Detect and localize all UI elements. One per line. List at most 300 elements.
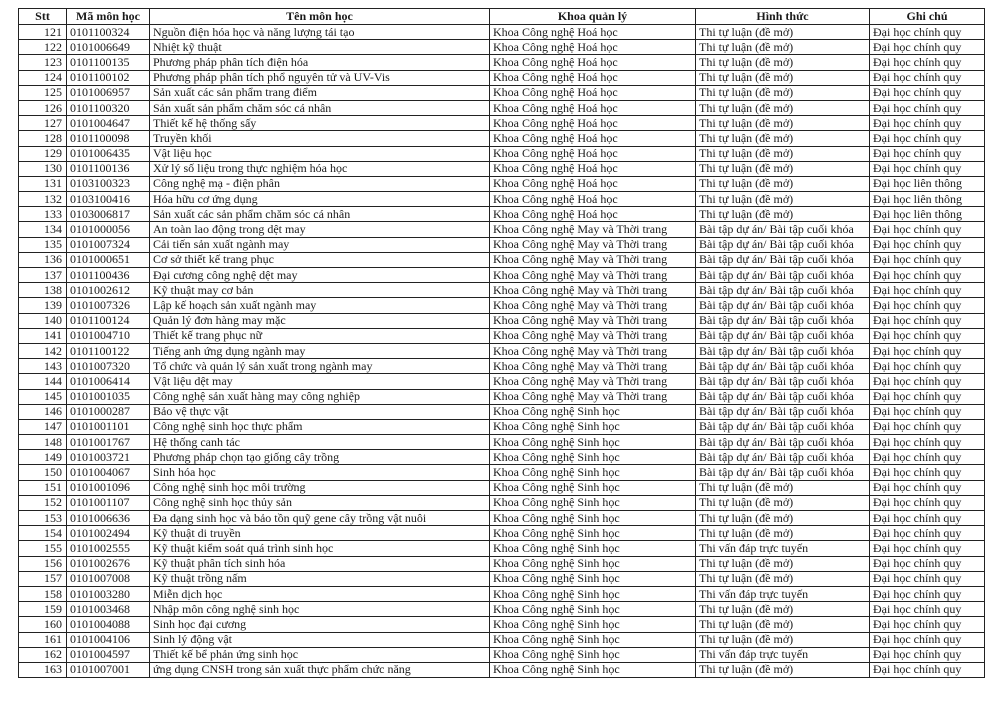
cell-note: Đại học chính quy bbox=[870, 404, 985, 419]
cell-course-code: 0101007320 bbox=[67, 359, 150, 374]
cell-course-code: 0101007326 bbox=[67, 298, 150, 313]
cell-course-name: Sản xuất các sản phẩm trang điểm bbox=[150, 85, 490, 100]
table-row bbox=[19, 374, 985, 389]
table-row bbox=[19, 480, 985, 495]
cell-stt: 122 bbox=[19, 40, 67, 55]
table-row bbox=[19, 602, 985, 617]
table-row bbox=[19, 313, 985, 328]
cell-course-name: Thiết kế trang phục nữ bbox=[150, 328, 490, 343]
cell-department: Khoa Công nghệ Sinh học bbox=[490, 541, 696, 556]
table-row bbox=[19, 465, 985, 480]
cell-exam-form: Bài tập dự án/ Bài tập cuối khóa bbox=[696, 313, 870, 328]
cell-course-name: Sinh học đại cương bbox=[150, 617, 490, 632]
cell-course-name: Phương pháp phân tích phổ nguyên tử và UV-Vis bbox=[150, 70, 490, 85]
cell-department: Khoa Công nghệ Hoá học bbox=[490, 100, 696, 115]
cell-note: Đại học chính quy bbox=[870, 252, 985, 267]
cell-course-code: 0101001101 bbox=[67, 419, 150, 434]
cell-exam-form: Thi tự luận (đề mở) bbox=[696, 192, 870, 207]
cell-exam-form: Thi tự luận (đề mở) bbox=[696, 161, 870, 176]
cell-stt: 158 bbox=[19, 586, 67, 601]
cell-course-code: 0101002555 bbox=[67, 541, 150, 556]
cell-department: Khoa Công nghệ Sinh học bbox=[490, 465, 696, 480]
cell-department: Khoa Công nghệ Sinh học bbox=[490, 556, 696, 571]
table-row bbox=[19, 40, 985, 55]
cell-course-code: 0101100098 bbox=[67, 131, 150, 146]
table-row bbox=[19, 237, 985, 252]
cell-exam-form: Bài tập dự án/ Bài tập cuối khóa bbox=[696, 222, 870, 237]
cell-course-name: Công nghệ mạ - điện phân bbox=[150, 176, 490, 191]
cell-course-name: Kỹ thuật phân tích sinh hóa bbox=[150, 556, 490, 571]
table-row bbox=[19, 541, 985, 556]
cell-exam-form: Thi tự luận (đề mở) bbox=[696, 632, 870, 647]
cell-stt: 157 bbox=[19, 571, 67, 586]
cell-course-name: Truyền khối bbox=[150, 131, 490, 146]
table-row bbox=[19, 586, 985, 601]
cell-course-name: Phương pháp phân tích điện hóa bbox=[150, 55, 490, 70]
table-row bbox=[19, 450, 985, 465]
cell-stt: 152 bbox=[19, 495, 67, 510]
cell-department: Khoa Công nghệ Hoá học bbox=[490, 131, 696, 146]
cell-exam-form: Thi tự luận (đề mở) bbox=[696, 602, 870, 617]
cell-course-name: Lập kế hoạch sản xuất ngành may bbox=[150, 298, 490, 313]
cell-department: Khoa Công nghệ May và Thời trang bbox=[490, 343, 696, 358]
cell-department: Khoa Công nghệ Hoá học bbox=[490, 40, 696, 55]
cell-course-name: Sinh hóa học bbox=[150, 465, 490, 480]
cell-note: Đại học chính quy bbox=[870, 419, 985, 434]
cell-department: Khoa Công nghệ May và Thời trang bbox=[490, 237, 696, 252]
cell-course-name: Xử lý số liệu trong thực nghiệm hóa học bbox=[150, 161, 490, 176]
cell-course-name: Miễn dịch học bbox=[150, 586, 490, 601]
cell-exam-form: Bài tập dự án/ Bài tập cuối khóa bbox=[696, 328, 870, 343]
cell-course-name: An toàn lao động trong dệt may bbox=[150, 222, 490, 237]
cell-note: Đại học chính quy bbox=[870, 298, 985, 313]
cell-exam-form: Thi vấn đáp trực tuyến bbox=[696, 541, 870, 556]
table-row bbox=[19, 161, 985, 176]
table-row bbox=[19, 404, 985, 419]
cell-department: Khoa Công nghệ May và Thời trang bbox=[490, 374, 696, 389]
cell-course-name: Kỹ thuật trồng nấm bbox=[150, 571, 490, 586]
cell-course-name: Vật liệu dệt may bbox=[150, 374, 490, 389]
cell-stt: 121 bbox=[19, 25, 67, 40]
cell-exam-form: Thi tự luận (đề mở) bbox=[696, 85, 870, 100]
cell-note: Đại học chính quy bbox=[870, 511, 985, 526]
cell-exam-form: Thi tự luận (đề mở) bbox=[696, 25, 870, 40]
cell-note: Đại học chính quy bbox=[870, 495, 985, 510]
cell-note: Đại học chính quy bbox=[870, 70, 985, 85]
cell-exam-form: Bài tập dự án/ Bài tập cuối khóa bbox=[696, 359, 870, 374]
cell-note: Đại học liên thông bbox=[870, 207, 985, 222]
cell-note: Đại học chính quy bbox=[870, 146, 985, 161]
cell-course-code: 0101000056 bbox=[67, 222, 150, 237]
cell-note: Đại học chính quy bbox=[870, 116, 985, 131]
cell-note: Đại học liên thông bbox=[870, 192, 985, 207]
cell-exam-form: Bài tập dự án/ Bài tập cuối khóa bbox=[696, 283, 870, 298]
course-table bbox=[18, 8, 985, 678]
cell-stt: 128 bbox=[19, 131, 67, 146]
cell-exam-form: Thi tự luận (đề mở) bbox=[696, 526, 870, 541]
cell-department: Khoa Công nghệ Hoá học bbox=[490, 192, 696, 207]
cell-exam-form: Bài tập dự án/ Bài tập cuối khóa bbox=[696, 298, 870, 313]
cell-stt: 143 bbox=[19, 359, 67, 374]
cell-department: Khoa Công nghệ May và Thời trang bbox=[490, 252, 696, 267]
table-row bbox=[19, 146, 985, 161]
cell-course-code: 0101001096 bbox=[67, 480, 150, 495]
cell-course-code: 0101001767 bbox=[67, 435, 150, 450]
cell-note: Đại học chính quy bbox=[870, 85, 985, 100]
cell-stt: 137 bbox=[19, 268, 67, 283]
table-row bbox=[19, 359, 985, 374]
cell-course-code: 0101004106 bbox=[67, 632, 150, 647]
cell-course-name: Sinh lý động vật bbox=[150, 632, 490, 647]
cell-note: Đại học chính quy bbox=[870, 313, 985, 328]
table-row bbox=[19, 435, 985, 450]
cell-course-name: Vật liệu học bbox=[150, 146, 490, 161]
cell-stt: 136 bbox=[19, 252, 67, 267]
cell-exam-form: Bài tập dự án/ Bài tập cuối khóa bbox=[696, 237, 870, 252]
cell-department: Khoa Công nghệ Sinh học bbox=[490, 662, 696, 677]
cell-stt: 163 bbox=[19, 662, 67, 677]
cell-stt: 140 bbox=[19, 313, 67, 328]
table-row bbox=[19, 647, 985, 662]
table-row bbox=[19, 192, 985, 207]
cell-department: Khoa Công nghệ Sinh học bbox=[490, 450, 696, 465]
cell-note: Đại học chính quy bbox=[870, 283, 985, 298]
cell-department: Khoa Công nghệ Hoá học bbox=[490, 116, 696, 131]
cell-exam-form: Bài tập dự án/ Bài tập cuối khóa bbox=[696, 389, 870, 404]
table-row bbox=[19, 100, 985, 115]
cell-course-name: Bảo vệ thực vật bbox=[150, 404, 490, 419]
cell-department: Khoa Công nghệ Sinh học bbox=[490, 419, 696, 434]
cell-note: Đại học chính quy bbox=[870, 435, 985, 450]
cell-course-name: Cơ sở thiết kế trang phục bbox=[150, 252, 490, 267]
cell-course-code: 0101001107 bbox=[67, 495, 150, 510]
table-row bbox=[19, 70, 985, 85]
cell-department: Khoa Công nghệ Sinh học bbox=[490, 526, 696, 541]
cell-course-code: 0101006636 bbox=[67, 511, 150, 526]
cell-course-code: 0101100102 bbox=[67, 70, 150, 85]
cell-course-name: Sản xuất các sản phẩm chăm sóc cá nhân bbox=[150, 207, 490, 222]
table-row bbox=[19, 55, 985, 70]
cell-exam-form: Thi vấn đáp trực tuyến bbox=[696, 586, 870, 601]
cell-note: Đại học chính quy bbox=[870, 571, 985, 586]
cell-course-name: Kỹ thuật di truyền bbox=[150, 526, 490, 541]
cell-department: Khoa Công nghệ Hoá học bbox=[490, 146, 696, 161]
cell-note: Đại học chính quy bbox=[870, 556, 985, 571]
cell-stt: 129 bbox=[19, 146, 67, 161]
cell-stt: 146 bbox=[19, 404, 67, 419]
table-row bbox=[19, 25, 985, 40]
cell-exam-form: Bài tập dự án/ Bài tập cuối khóa bbox=[696, 268, 870, 283]
cell-exam-form: Bài tập dự án/ Bài tập cuối khóa bbox=[696, 419, 870, 434]
cell-department: Khoa Công nghệ May và Thời trang bbox=[490, 222, 696, 237]
cell-course-code: 0101000651 bbox=[67, 252, 150, 267]
cell-course-name: Công nghệ sản xuất hàng may công nghiệp bbox=[150, 389, 490, 404]
cell-department: Khoa Công nghệ May và Thời trang bbox=[490, 298, 696, 313]
cell-stt: 154 bbox=[19, 526, 67, 541]
cell-note: Đại học chính quy bbox=[870, 222, 985, 237]
cell-course-code: 0101100136 bbox=[67, 161, 150, 176]
cell-department: Khoa Công nghệ May và Thời trang bbox=[490, 268, 696, 283]
cell-department: Khoa Công nghệ Sinh học bbox=[490, 602, 696, 617]
table-row bbox=[19, 268, 985, 283]
cell-course-code: 0101100436 bbox=[67, 268, 150, 283]
table-row bbox=[19, 526, 985, 541]
table-row bbox=[19, 419, 985, 434]
cell-course-code: 0103100416 bbox=[67, 192, 150, 207]
cell-note: Đại học chính quy bbox=[870, 541, 985, 556]
header-stt: Stt bbox=[19, 9, 67, 25]
cell-note: Đại học chính quy bbox=[870, 602, 985, 617]
cell-course-name: Đa dạng sinh học và bảo tồn quỹ gene cây trồng vật nuôi bbox=[150, 511, 490, 526]
cell-note: Đại học chính quy bbox=[870, 389, 985, 404]
cell-department: Khoa Công nghệ Hoá học bbox=[490, 25, 696, 40]
cell-note: Đại học chính quy bbox=[870, 526, 985, 541]
cell-stt: 155 bbox=[19, 541, 67, 556]
cell-exam-form: Thi tự luận (đề mở) bbox=[696, 571, 870, 586]
cell-course-name: Hóa hữu cơ ứng dụng bbox=[150, 192, 490, 207]
cell-course-name: Sản xuất sản phẩm chăm sóc cá nhân bbox=[150, 100, 490, 115]
cell-note: Đại học chính quy bbox=[870, 465, 985, 480]
cell-course-code: 0101006649 bbox=[67, 40, 150, 55]
cell-course-name: ứng dụng CNSH trong sản xuất thực phẩm chức năng bbox=[150, 662, 490, 677]
cell-exam-form: Thi tự luận (đề mở) bbox=[696, 617, 870, 632]
cell-exam-form: Thi tự luận (đề mở) bbox=[696, 55, 870, 70]
cell-course-code: 0101003280 bbox=[67, 586, 150, 601]
cell-exam-form: Thi vấn đáp trực tuyến bbox=[696, 647, 870, 662]
cell-course-name: Hệ thống canh tác bbox=[150, 435, 490, 450]
cell-stt: 133 bbox=[19, 207, 67, 222]
cell-stt: 162 bbox=[19, 647, 67, 662]
cell-department: Khoa Công nghệ May và Thời trang bbox=[490, 328, 696, 343]
cell-course-code: 0101007324 bbox=[67, 237, 150, 252]
table-row bbox=[19, 328, 985, 343]
cell-course-name: Công nghệ sinh học môi trường bbox=[150, 480, 490, 495]
cell-stt: 130 bbox=[19, 161, 67, 176]
cell-exam-form: Thi tự luận (đề mở) bbox=[696, 40, 870, 55]
table-row bbox=[19, 283, 985, 298]
cell-department: Khoa Công nghệ Sinh học bbox=[490, 571, 696, 586]
table-row bbox=[19, 617, 985, 632]
cell-stt: 156 bbox=[19, 556, 67, 571]
cell-stt: 135 bbox=[19, 237, 67, 252]
document-page bbox=[18, 8, 984, 678]
cell-stt: 145 bbox=[19, 389, 67, 404]
cell-course-code: 0101001035 bbox=[67, 389, 150, 404]
table-row bbox=[19, 495, 985, 510]
cell-stt: 131 bbox=[19, 176, 67, 191]
cell-course-code: 0101003468 bbox=[67, 602, 150, 617]
cell-course-code: 0101100122 bbox=[67, 343, 150, 358]
cell-exam-form: Bài tập dự án/ Bài tập cuối khóa bbox=[696, 435, 870, 450]
cell-exam-form: Bài tập dự án/ Bài tập cuối khóa bbox=[696, 404, 870, 419]
header-course-code: Mã môn học bbox=[67, 9, 150, 25]
table-row bbox=[19, 571, 985, 586]
cell-department: Khoa Công nghệ May và Thời trang bbox=[490, 389, 696, 404]
cell-stt: 161 bbox=[19, 632, 67, 647]
cell-exam-form: Thi tự luận (đề mở) bbox=[696, 131, 870, 146]
header-note: Ghi chú bbox=[870, 9, 985, 25]
cell-exam-form: Bài tập dự án/ Bài tập cuối khóa bbox=[696, 465, 870, 480]
cell-stt: 127 bbox=[19, 116, 67, 131]
table-row bbox=[19, 116, 985, 131]
cell-stt: 132 bbox=[19, 192, 67, 207]
cell-note: Đại học chính quy bbox=[870, 374, 985, 389]
cell-stt: 153 bbox=[19, 511, 67, 526]
cell-exam-form: Thi tự luận (đề mở) bbox=[696, 176, 870, 191]
cell-course-code: 0101002494 bbox=[67, 526, 150, 541]
cell-stt: 124 bbox=[19, 70, 67, 85]
cell-department: Khoa Công nghệ Hoá học bbox=[490, 161, 696, 176]
header-course-name: Tên môn học bbox=[150, 9, 490, 25]
cell-course-code: 0101002676 bbox=[67, 556, 150, 571]
cell-exam-form: Bài tập dự án/ Bài tập cuối khóa bbox=[696, 343, 870, 358]
cell-note: Đại học chính quy bbox=[870, 617, 985, 632]
table-row bbox=[19, 511, 985, 526]
cell-course-name: Thiết kế hệ thống sấy bbox=[150, 116, 490, 131]
cell-course-name: Nhiệt kỹ thuật bbox=[150, 40, 490, 55]
cell-exam-form: Thi tự luận (đề mở) bbox=[696, 70, 870, 85]
table-row bbox=[19, 85, 985, 100]
cell-note: Đại học chính quy bbox=[870, 586, 985, 601]
cell-department: Khoa Công nghệ Sinh học bbox=[490, 480, 696, 495]
table-row bbox=[19, 131, 985, 146]
cell-department: Khoa Công nghệ Hoá học bbox=[490, 55, 696, 70]
cell-course-name: Tổ chức và quản lý sản xuất trong ngành may bbox=[150, 359, 490, 374]
cell-course-name: Đại cương công nghệ dệt may bbox=[150, 268, 490, 283]
cell-note: Đại học chính quy bbox=[870, 343, 985, 358]
cell-course-name: Thiết kế bể phản ứng sinh học bbox=[150, 647, 490, 662]
cell-department: Khoa Công nghệ Sinh học bbox=[490, 586, 696, 601]
cell-stt: 141 bbox=[19, 328, 67, 343]
cell-stt: 160 bbox=[19, 617, 67, 632]
cell-course-code: 0101100324 bbox=[67, 25, 150, 40]
cell-course-code: 0101004067 bbox=[67, 465, 150, 480]
cell-note: Đại học chính quy bbox=[870, 359, 985, 374]
cell-exam-form: Thi tự luận (đề mở) bbox=[696, 116, 870, 131]
cell-course-name: Kỹ thuật kiểm soát quá trình sinh học bbox=[150, 541, 490, 556]
cell-department: Khoa Công nghệ Sinh học bbox=[490, 435, 696, 450]
cell-department: Khoa Công nghệ Hoá học bbox=[490, 176, 696, 191]
cell-note: Đại học chính quy bbox=[870, 662, 985, 677]
cell-course-code: 0101006414 bbox=[67, 374, 150, 389]
cell-note: Đại học chính quy bbox=[870, 131, 985, 146]
cell-stt: 125 bbox=[19, 85, 67, 100]
cell-course-name: Nhập môn công nghệ sinh học bbox=[150, 602, 490, 617]
cell-department: Khoa Công nghệ Sinh học bbox=[490, 617, 696, 632]
cell-department: Khoa Công nghệ Hoá học bbox=[490, 207, 696, 222]
header-exam-form: Hình thức bbox=[696, 9, 870, 25]
cell-department: Khoa Công nghệ Sinh học bbox=[490, 404, 696, 419]
cell-stt: 159 bbox=[19, 602, 67, 617]
cell-exam-form: Bài tập dự án/ Bài tập cuối khóa bbox=[696, 450, 870, 465]
cell-note: Đại học chính quy bbox=[870, 450, 985, 465]
table-row bbox=[19, 632, 985, 647]
cell-course-name: Công nghệ sinh học thực phẩm bbox=[150, 419, 490, 434]
cell-stt: 147 bbox=[19, 419, 67, 434]
cell-course-code: 0101006435 bbox=[67, 146, 150, 161]
cell-note: Đại học chính quy bbox=[870, 328, 985, 343]
cell-note: Đại học chính quy bbox=[870, 40, 985, 55]
cell-course-code: 0101100135 bbox=[67, 55, 150, 70]
cell-course-name: Cải tiến sản xuất ngành may bbox=[150, 237, 490, 252]
table-row bbox=[19, 222, 985, 237]
cell-course-code: 0101003721 bbox=[67, 450, 150, 465]
cell-stt: 126 bbox=[19, 100, 67, 115]
cell-note: Đại học chính quy bbox=[870, 268, 985, 283]
cell-course-name: Phương pháp chọn tạo giống cây trồng bbox=[150, 450, 490, 465]
cell-course-name: Quản lý đơn hàng may mặc bbox=[150, 313, 490, 328]
cell-exam-form: Thi tự luận (đề mở) bbox=[696, 146, 870, 161]
cell-note: Đại học chính quy bbox=[870, 55, 985, 70]
table-row bbox=[19, 662, 985, 677]
cell-course-code: 0101002612 bbox=[67, 283, 150, 298]
table-row bbox=[19, 298, 985, 313]
cell-stt: 134 bbox=[19, 222, 67, 237]
cell-course-code: 0101007001 bbox=[67, 662, 150, 677]
cell-stt: 151 bbox=[19, 480, 67, 495]
cell-stt: 142 bbox=[19, 343, 67, 358]
cell-stt: 138 bbox=[19, 283, 67, 298]
cell-exam-form: Thi tự luận (đề mở) bbox=[696, 511, 870, 526]
cell-note: Đại học liên thông bbox=[870, 176, 985, 191]
table-row bbox=[19, 207, 985, 222]
cell-stt: 123 bbox=[19, 55, 67, 70]
cell-exam-form: Thi tự luận (đề mở) bbox=[696, 495, 870, 510]
cell-course-code: 0103100323 bbox=[67, 176, 150, 191]
cell-note: Đại học chính quy bbox=[870, 647, 985, 662]
cell-note: Đại học chính quy bbox=[870, 480, 985, 495]
cell-exam-form: Bài tập dự án/ Bài tập cuối khóa bbox=[696, 374, 870, 389]
cell-course-code: 0101100320 bbox=[67, 100, 150, 115]
cell-course-code: 0103006817 bbox=[67, 207, 150, 222]
cell-course-name: Công nghệ sinh học thủy sản bbox=[150, 495, 490, 510]
cell-exam-form: Thi tự luận (đề mở) bbox=[696, 207, 870, 222]
cell-course-code: 0101004597 bbox=[67, 647, 150, 662]
cell-exam-form: Thi tự luận (đề mở) bbox=[696, 662, 870, 677]
table-row bbox=[19, 343, 985, 358]
cell-exam-form: Thi tự luận (đề mở) bbox=[696, 480, 870, 495]
cell-department: Khoa Công nghệ Sinh học bbox=[490, 511, 696, 526]
cell-note: Đại học chính quy bbox=[870, 632, 985, 647]
cell-department: Khoa Công nghệ May và Thời trang bbox=[490, 359, 696, 374]
cell-stt: 139 bbox=[19, 298, 67, 313]
cell-course-name: Kỹ thuật may cơ bản bbox=[150, 283, 490, 298]
cell-exam-form: Thi tự luận (đề mở) bbox=[696, 100, 870, 115]
cell-course-code: 0101100124 bbox=[67, 313, 150, 328]
cell-department: Khoa Công nghệ May và Thời trang bbox=[490, 313, 696, 328]
cell-department: Khoa Công nghệ Sinh học bbox=[490, 632, 696, 647]
header-department: Khoa quản lý bbox=[490, 9, 696, 25]
table-row bbox=[19, 176, 985, 191]
cell-department: Khoa Công nghệ Sinh học bbox=[490, 495, 696, 510]
cell-course-code: 0101004088 bbox=[67, 617, 150, 632]
cell-stt: 149 bbox=[19, 450, 67, 465]
cell-course-name: Tiếng anh ứng dụng ngành may bbox=[150, 343, 490, 358]
table-row bbox=[19, 556, 985, 571]
cell-exam-form: Bài tập dự án/ Bài tập cuối khóa bbox=[696, 252, 870, 267]
cell-note: Đại học chính quy bbox=[870, 161, 985, 176]
cell-course-name: Nguồn điện hóa học và năng lượng tái tạo bbox=[150, 25, 490, 40]
cell-exam-form: Thi tự luận (đề mở) bbox=[696, 556, 870, 571]
cell-stt: 148 bbox=[19, 435, 67, 450]
cell-course-code: 0101004647 bbox=[67, 116, 150, 131]
table-row bbox=[19, 252, 985, 267]
cell-course-code: 0101004710 bbox=[67, 328, 150, 343]
table-row bbox=[19, 389, 985, 404]
cell-department: Khoa Công nghệ Sinh học bbox=[490, 647, 696, 662]
cell-department: Khoa Công nghệ Hoá học bbox=[490, 85, 696, 100]
cell-note: Đại học chính quy bbox=[870, 100, 985, 115]
